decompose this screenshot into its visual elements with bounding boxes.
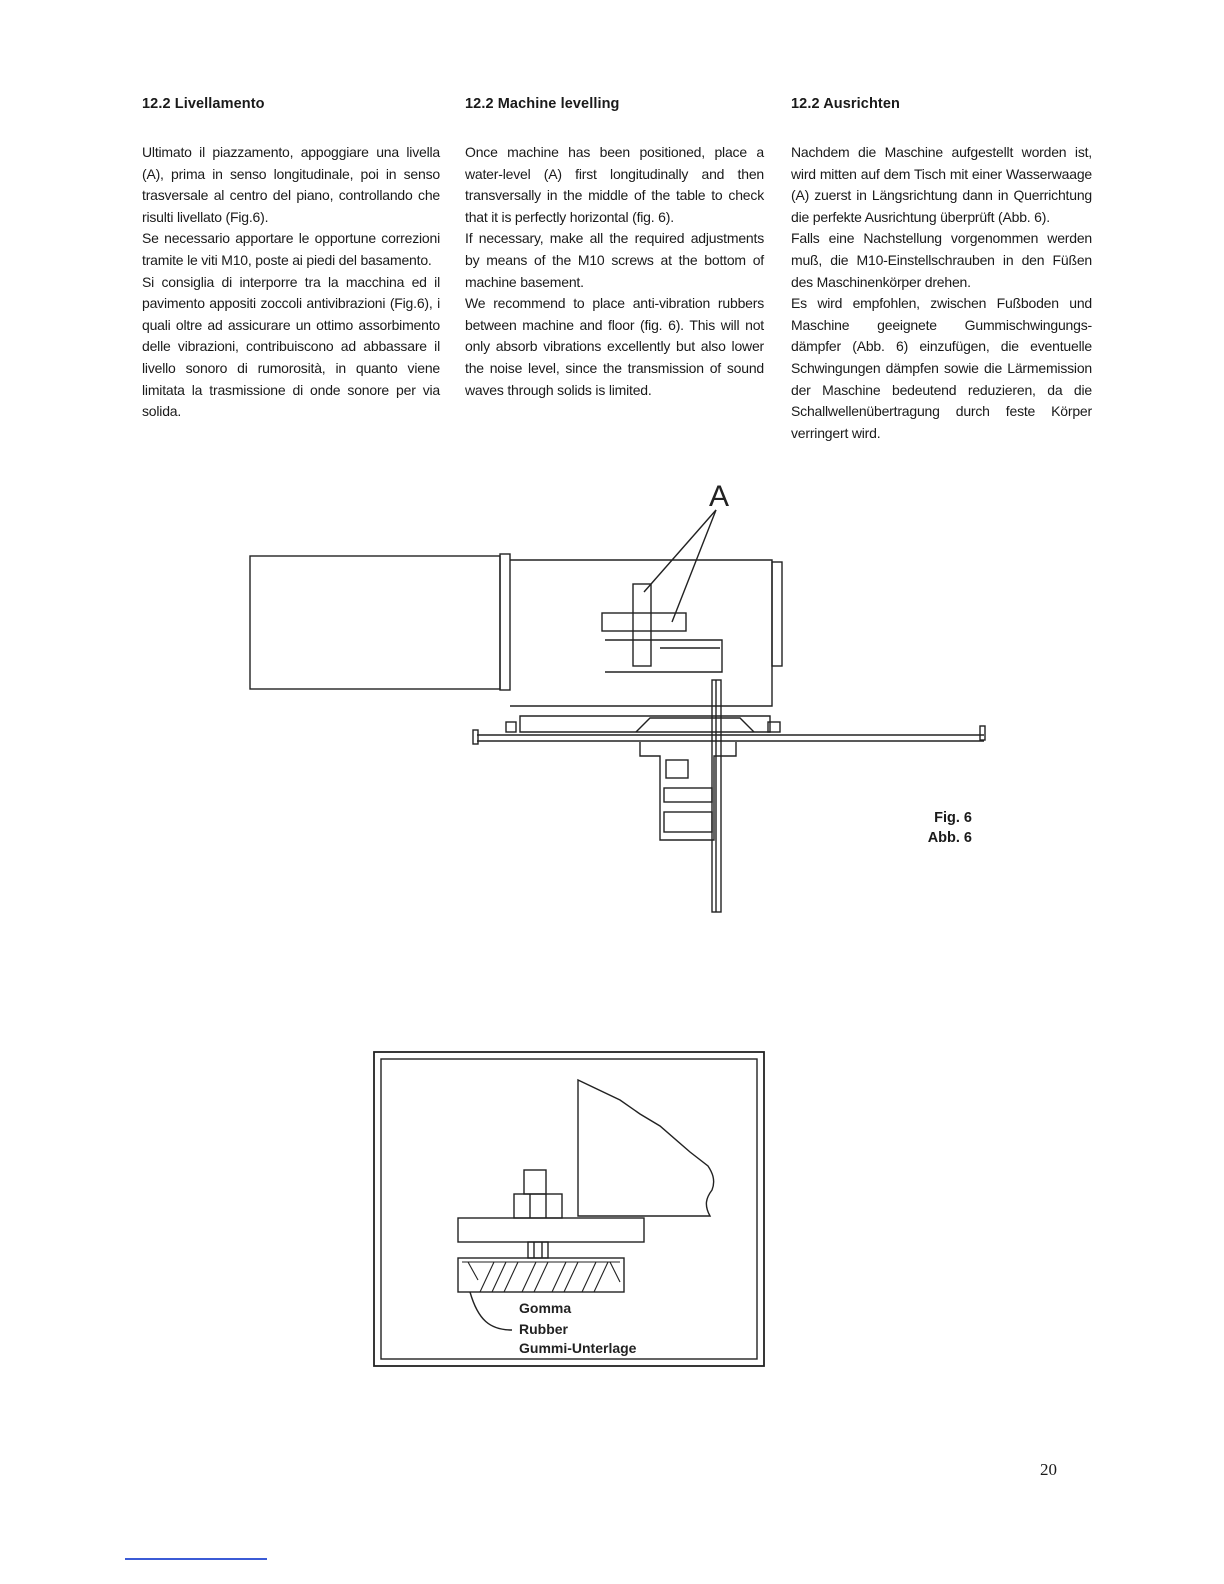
hatch (504, 1262, 518, 1292)
label-rubber: Rubber (519, 1321, 568, 1337)
rubber-hatching (462, 1262, 620, 1292)
hatch (552, 1262, 566, 1292)
figure-label-fig: Fig. 6 (934, 810, 972, 826)
paragraph: Falls eine Nachstellung vorgenommen werden muß, die M10-Einstellschrauben in den Füßen des Maschinenkörper drehen. (791, 230, 1092, 290)
foot-plate (458, 1218, 644, 1242)
hatch (610, 1262, 620, 1282)
paragraph: Se necessario apportare le opportune correzioni tramite le viti M10, poste ai piedi del basamento. (142, 230, 440, 268)
footer-rule (125, 1558, 267, 1560)
paragraph: Nachdem die Maschine aufgestellt worden ist, wird mitten auf dem Tisch mit einer Wasserwaage (A) zuerst in Längsrichtung dann in Querrichtung die perfekte Ausrichtung überprüft (Abb. 6). (791, 144, 1092, 225)
nut-top (524, 1170, 546, 1194)
hatch (582, 1262, 596, 1292)
heading-german: 12.2 Ausrichten (791, 96, 900, 112)
label-gomma: Gomma (519, 1300, 572, 1316)
hatch (468, 1262, 478, 1280)
hatch (534, 1262, 548, 1292)
hatch (594, 1262, 608, 1292)
machine-foot (578, 1080, 714, 1216)
bolt-shank (528, 1242, 548, 1258)
paragraph: If necessary, make all the required adjustments by means of the M10 screws at the bottom of machine basement. (465, 230, 764, 290)
label-gummi-unterlage: Gummi-Unterlage (519, 1340, 637, 1356)
hatch (522, 1262, 536, 1292)
paragraph: Once machine has been positioned, place a water-level (A) first longitudinally and then transversally in the middle of the table to check that it is perfectly horizontal (fig. 6). (465, 144, 764, 225)
rubber-leader (470, 1292, 512, 1330)
figure-label-abb: Abb. 6 (927, 830, 972, 846)
page-number: 20 (1040, 1460, 1057, 1479)
paragraph: We recommend to place anti-vibration rubbers between machine and floor (fig. 6). This will not only absorb vibrations excellently but also lower the noise level, since the transmission of sound waves through solids is limited. (465, 295, 764, 398)
nut (514, 1194, 562, 1218)
paragraph: Si consiglia di interporre tra la macchina ed il pavimento appositi zoccoli antivibrazioni (Fig.6), i quali oltre ad assicurare un ottimo assorbimento delle vibrazioni, contribuiscono ad abbassare il livello sonoro di rumorosità, in quanto viene limitata la trasmissione di onde sonore per via solida. (142, 273, 440, 420)
heading-italian: 12.2 Livellamento (142, 96, 265, 112)
paragraph: Ultimato il piazzamento, appoggiare una livella (A), prima in senso longitudinale, poi in senso trasversale al centro del piano, controllando che risulti livellato (Fig.6). (142, 144, 440, 225)
callout-label: A (709, 480, 730, 513)
hatch (492, 1262, 506, 1292)
detail-frame-outer (374, 1052, 764, 1366)
paragraph: Es wird empfohlen, zwischen Fußboden und Maschine geeignete Gummischwingungs-dämpfer (Abb. 6) einzufügen, die eventuelle Schwingungen dämpfen sowie die Lärmemission der Maschine bedeutend reduzieren, da die Schallwellenübertragung durch feste Körper verringert wird. (791, 295, 1092, 441)
hatch (480, 1262, 494, 1292)
heading-english: 12.2 Machine levelling (465, 96, 620, 112)
hatch (564, 1262, 578, 1292)
